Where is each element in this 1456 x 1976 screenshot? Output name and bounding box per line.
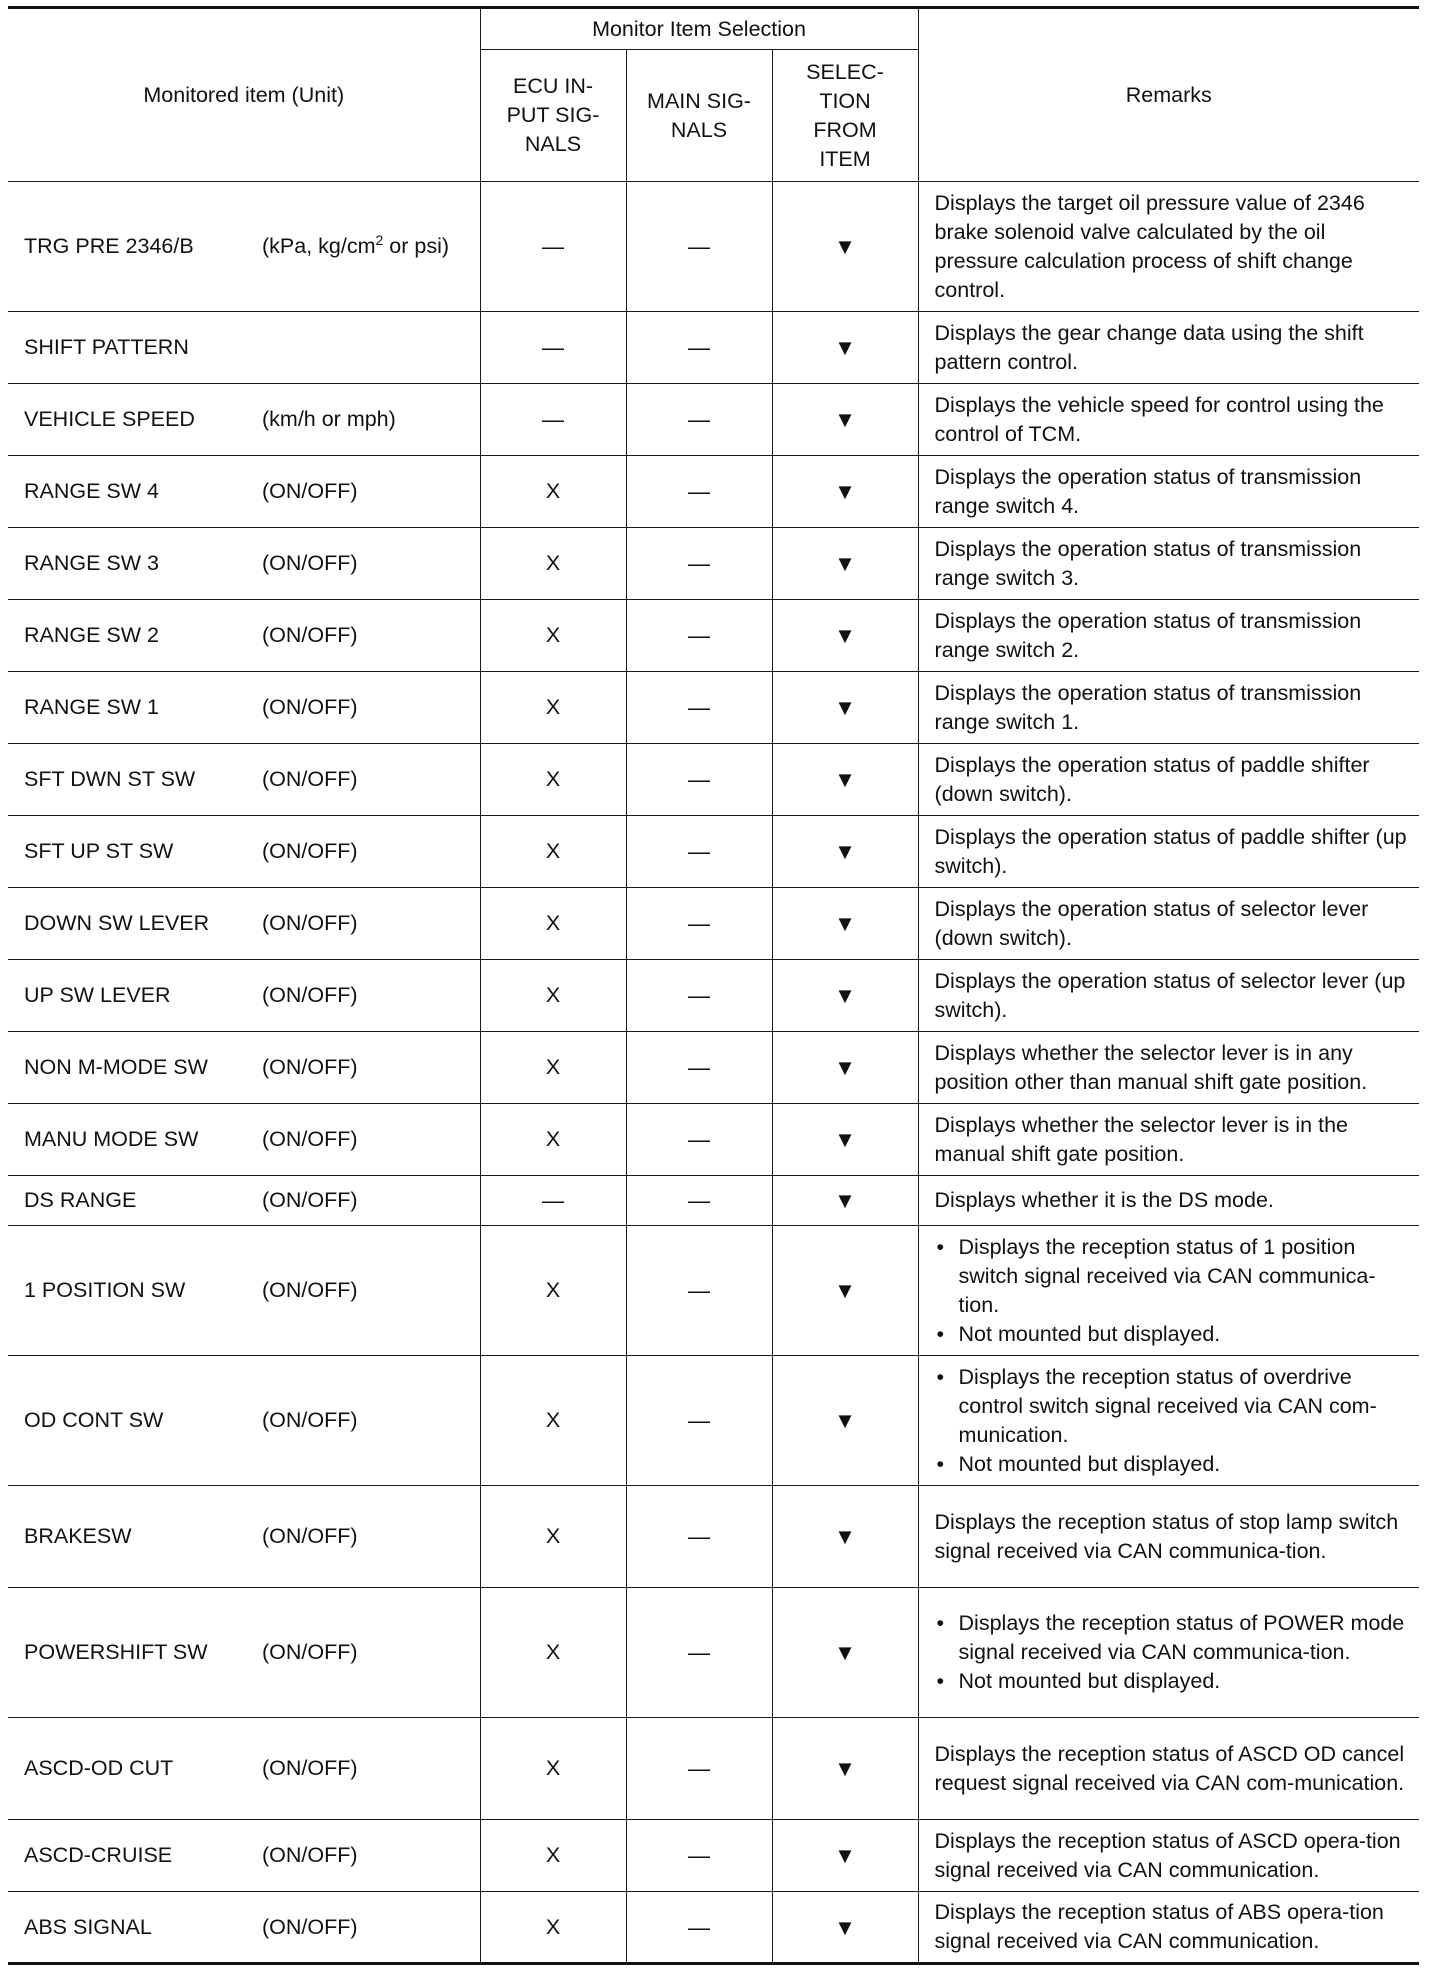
monitored-item-cell (8, 744, 480, 816)
table-row (8, 384, 1419, 456)
monitored-item-cell (8, 1176, 480, 1226)
selection-cell: ▼ (772, 672, 918, 744)
item-unit: (ON/OFF) (262, 1524, 358, 1548)
table-row (8, 816, 1419, 888)
ecu-input-cell: X (480, 528, 626, 600)
table-header (8, 8, 1419, 182)
remarks-cell: Displays the reception status of ABS opera-tion signal received via CAN communication. (918, 1892, 1419, 1964)
monitored-item-cell (8, 528, 480, 600)
selection-cell: ▼ (772, 1176, 918, 1226)
monitored-item-cell (8, 312, 480, 384)
table-row (8, 182, 1419, 312)
item-name: NON M-MODE SW (24, 1055, 208, 1079)
ecu-input-cell: X (480, 744, 626, 816)
ecu-input-cell: — (480, 182, 626, 312)
selection-cell: ▼ (772, 312, 918, 384)
remarks-cell: Displays the reception status of ASCD opera-tion signal received via CAN communication. (918, 1820, 1419, 1892)
table-row (8, 1718, 1419, 1820)
ecu-input-cell: X (480, 600, 626, 672)
ecu-input-cell: X (480, 1226, 626, 1356)
remarks-cell: Displays the operation status of paddle shifter (up switch). (918, 816, 1419, 888)
item-unit: (ON/OFF) (262, 1055, 358, 1079)
header-monitor-item-selection: Monitor Item Selection (480, 8, 918, 50)
remarks-cell: Displays the operation status of paddle shifter (down switch). (918, 744, 1419, 816)
monitored-item-cell (8, 1718, 480, 1820)
header-remarks: Remarks (918, 8, 1419, 182)
ecu-input-cell: X (480, 1588, 626, 1718)
main-signal-cell: — (626, 1718, 772, 1820)
item-name: ASCD-OD CUT (24, 1756, 174, 1780)
item-name: SHIFT PATTERN (24, 335, 189, 359)
item-name: DOWN SW LEVER (24, 911, 210, 935)
table-row (8, 1820, 1419, 1892)
item-name: VEHICLE SPEED (24, 407, 195, 431)
main-signal-cell: — (626, 1486, 772, 1588)
selection-cell: ▼ (772, 1486, 918, 1588)
item-unit: (ON/OFF) (262, 983, 358, 1007)
table-row (8, 1892, 1419, 1964)
table-row (8, 960, 1419, 1032)
table-row (8, 456, 1419, 528)
table-row (8, 600, 1419, 672)
remarks-cell: Displays the operation status of transmission range switch 1. (918, 672, 1419, 744)
item-unit: (ON/OFF) (262, 767, 358, 791)
monitored-item-cell (8, 456, 480, 528)
item-name: 1 POSITION SW (24, 1278, 186, 1302)
header-main-signals: MAIN SIG- NALS (626, 50, 772, 182)
selection-cell: ▼ (772, 816, 918, 888)
main-signal-cell: — (626, 312, 772, 384)
remarks-cell: Displays whether the selector lever is in the manual shift gate position. (918, 1104, 1419, 1176)
main-signal-cell: — (626, 1226, 772, 1356)
item-name: DS RANGE (24, 1188, 137, 1212)
ecu-input-cell: X (480, 672, 626, 744)
item-unit: (km/h or mph) (262, 407, 396, 431)
ecu-input-cell: X (480, 1032, 626, 1104)
remarks-cell: Displays the gear change data using the shift pattern control. (918, 312, 1419, 384)
main-signal-cell: — (626, 1104, 772, 1176)
item-name: OD CONT SW (24, 1408, 164, 1432)
selection-cell: ▼ (772, 960, 918, 1032)
ecu-input-cell: X (480, 888, 626, 960)
ecu-input-cell: — (480, 384, 626, 456)
remarks-bullet: • Not mounted but displayed. (935, 1320, 1412, 1349)
table-row (8, 1356, 1419, 1486)
item-name: ABS SIGNAL (24, 1914, 152, 1939)
ecu-input-cell: X (480, 1486, 626, 1588)
ecu-input-cell: X (480, 1820, 626, 1892)
item-name: MANU MODE SW (24, 1127, 199, 1151)
main-signal-cell: — (626, 1820, 772, 1892)
monitored-item-cell (8, 960, 480, 1032)
item-unit (262, 232, 449, 261)
table-row (8, 1032, 1419, 1104)
remarks-cell: Displays whether the selector lever is in any position other than manual shift gate position. (918, 1032, 1419, 1104)
selection-cell: ▼ (772, 888, 918, 960)
main-signal-cell: — (626, 600, 772, 672)
remarks-cell: Displays the operation status of selector lever (down switch). (918, 888, 1419, 960)
selection-cell: ▼ (772, 384, 918, 456)
main-signal-cell: — (626, 528, 772, 600)
remarks-cell: Displays the operation status of selector lever (up switch). (918, 960, 1419, 1032)
remarks-list (935, 1609, 1412, 1696)
remarks-bullet: • Displays the reception status of 1 position switch signal received via CAN communica-tion. (935, 1233, 1412, 1320)
remarks-cell: Displays the reception status of ASCD OD cancel request signal received via CAN com-munication. (918, 1718, 1419, 1820)
selection-cell: ▼ (772, 1718, 918, 1820)
monitored-item-cell (8, 816, 480, 888)
item-unit: (ON/OFF) (262, 1278, 358, 1302)
ecu-input-cell: X (480, 1356, 626, 1486)
table-row (8, 1104, 1419, 1176)
main-signal-cell: — (626, 182, 772, 312)
monitored-item-cell (8, 1226, 480, 1356)
monitored-item-cell (8, 672, 480, 744)
remarks-cell: Displays the operation status of transmission range switch 2. (918, 600, 1419, 672)
ecu-input-cell: X (480, 816, 626, 888)
main-signal-cell: — (626, 888, 772, 960)
item-unit-tail: or psi) (383, 234, 450, 258)
remarks-cell (918, 1588, 1419, 1718)
monitor-item-table (8, 6, 1419, 1965)
main-signal-cell: — (626, 384, 772, 456)
monitored-item-cell (8, 1356, 480, 1486)
remarks-cell: Displays the operation status of transmission range switch 3. (918, 528, 1419, 600)
ecu-input-cell: X (480, 1104, 626, 1176)
item-name: POWERSHIFT SW (24, 1640, 208, 1664)
item-unit: (ON/OFF) (262, 839, 358, 863)
remarks-cell: Displays the vehicle speed for control using the control of TCM. (918, 384, 1419, 456)
item-unit: (ON/OFF) (262, 1756, 358, 1780)
header-selection-from-item: SELEC- TION FROM ITEM (772, 50, 918, 182)
table-row (8, 528, 1419, 600)
monitored-item-cell (8, 1892, 480, 1964)
main-signal-cell: — (626, 1032, 772, 1104)
monitored-item-cell (8, 1486, 480, 1588)
main-signal-cell: — (626, 1588, 772, 1718)
table-row (8, 1486, 1419, 1588)
item-name: SFT DWN ST SW (24, 767, 196, 791)
remarks-bullet: • Not mounted but displayed. (935, 1450, 1412, 1479)
ecu-input-cell: — (480, 1176, 626, 1226)
table-row (8, 312, 1419, 384)
monitored-item-cell (8, 600, 480, 672)
item-name: RANGE SW 4 (24, 479, 159, 503)
item-unit: (ON/OFF) (262, 1408, 358, 1432)
selection-cell: ▼ (772, 456, 918, 528)
monitored-item-cell (8, 1820, 480, 1892)
selection-cell: ▼ (772, 1032, 918, 1104)
monitored-item-cell (8, 182, 480, 312)
remarks-list (935, 1363, 1412, 1479)
table-row (8, 744, 1419, 816)
item-name: UP SW LEVER (24, 983, 171, 1007)
header-ecu-input-signals: ECU IN- PUT SIG- NALS (480, 50, 626, 182)
monitored-item-cell (8, 888, 480, 960)
header-monitored-item: Monitored item (Unit) (8, 8, 480, 182)
selection-cell: ▼ (772, 1356, 918, 1486)
table-body (8, 182, 1419, 1964)
main-signal-cell: — (626, 456, 772, 528)
item-name: ASCD-CRUISE (24, 1843, 173, 1867)
monitored-item-cell (8, 384, 480, 456)
remarks-bullet: • Not mounted but displayed. (935, 1667, 1412, 1696)
item-name: RANGE SW 1 (24, 695, 159, 719)
table-row (8, 1226, 1419, 1356)
monitored-item-cell (8, 1032, 480, 1104)
main-signal-cell: — (626, 1176, 772, 1226)
selection-cell: ▼ (772, 1226, 918, 1356)
selection-cell: ▼ (772, 600, 918, 672)
item-name: RANGE SW 3 (24, 551, 159, 575)
ecu-input-cell: X (480, 1718, 626, 1820)
monitored-item-cell (8, 1104, 480, 1176)
main-signal-cell: — (626, 1892, 772, 1964)
item-unit: (ON/OFF) (262, 695, 358, 719)
selection-cell: ▼ (772, 1892, 918, 1964)
item-unit: (ON/OFF) (262, 911, 358, 935)
remarks-bullet: • Displays the reception status of overdrive control switch signal received via CAN com-munication. (935, 1363, 1412, 1450)
remarks-cell: Displays the reception status of stop lamp switch signal received via CAN communica-tion. (918, 1486, 1419, 1588)
selection-cell: ▼ (772, 528, 918, 600)
item-name: SFT UP ST SW (24, 839, 174, 863)
ecu-input-cell: X (480, 960, 626, 1032)
table-row (8, 1588, 1419, 1718)
item-unit: (ON/OFF) (262, 1843, 358, 1867)
remarks-cell (918, 1226, 1419, 1356)
remarks-cell: Displays the operation status of transmission range switch 4. (918, 456, 1419, 528)
selection-cell: ▼ (772, 182, 918, 312)
item-unit: (ON/OFF) (262, 623, 358, 647)
ecu-input-cell: X (480, 456, 626, 528)
selection-cell: ▼ (772, 744, 918, 816)
item-name: RANGE SW 2 (24, 623, 159, 647)
ecu-input-cell: X (480, 1892, 626, 1964)
item-unit-superscript: 2 (375, 231, 384, 248)
ecu-input-cell: — (480, 312, 626, 384)
remarks-bullet: • Displays the reception status of POWER mode signal received via CAN communica-tion. (935, 1609, 1412, 1667)
item-name: BRAKESW (24, 1524, 132, 1548)
selection-cell: ▼ (772, 1820, 918, 1892)
table-row (8, 672, 1419, 744)
item-unit: (ON/OFF) (262, 1188, 358, 1212)
main-signal-cell: — (626, 672, 772, 744)
selection-cell: ▼ (772, 1104, 918, 1176)
main-signal-cell: — (626, 744, 772, 816)
main-signal-cell: — (626, 960, 772, 1032)
table-row (8, 1176, 1419, 1226)
remarks-list (935, 1233, 1412, 1349)
monitored-item-cell (8, 1588, 480, 1718)
main-signal-cell: — (626, 1356, 772, 1486)
table-row (8, 888, 1419, 960)
selection-cell: ▼ (772, 1588, 918, 1718)
item-unit: (ON/OFF) (262, 551, 358, 575)
item-unit: (ON/OFF) (262, 1914, 358, 1939)
main-signal-cell: — (626, 816, 772, 888)
item-unit: (ON/OFF) (262, 1127, 358, 1151)
item-name: TRG PRE 2346/B (24, 234, 194, 258)
item-unit-text: (kPa, kg/cm (262, 234, 376, 258)
remarks-cell: Displays the target oil pressure value of 2346 brake solenoid valve calculated by the oil pressure calculation process of shift change control. (918, 182, 1419, 312)
item-unit: (ON/OFF) (262, 1640, 358, 1664)
item-unit: (ON/OFF) (262, 479, 358, 503)
remarks-cell (918, 1356, 1419, 1486)
remarks-cell: Displays whether it is the DS mode. (918, 1176, 1419, 1226)
